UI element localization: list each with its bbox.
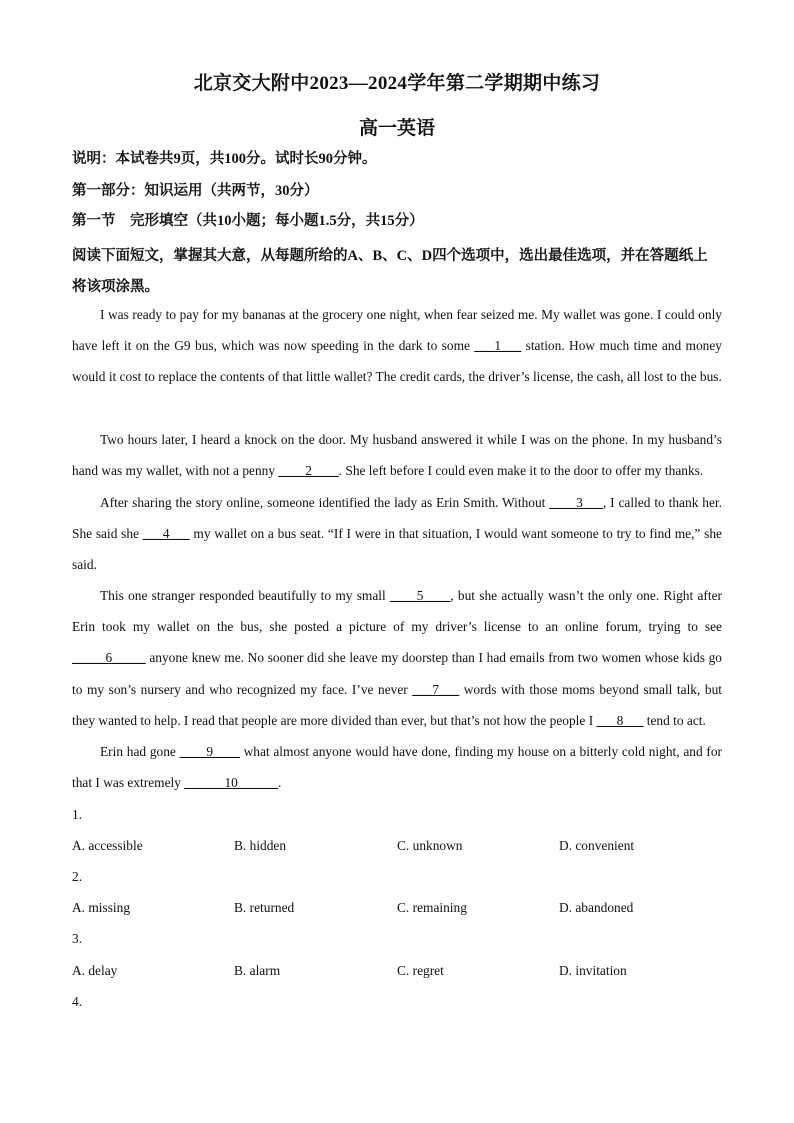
passage-text: my wallet on a bus seat. “If I were in that situation, I would want someone to try to find me,” she said. [72,526,722,573]
question-number: 3. [72,931,83,946]
passage-text: words with those moms beyond small talk, but they wanted to help. I read that people are more divided than ever, but that’s not how the people I [72,681,722,728]
blank-1: ___1___ [474,338,522,354]
passage-text: , I called to thank her. She said she [72,495,722,542]
passage-text: This one stranger responded beautifully to my small [100,588,391,603]
blank-9: ____9____ [179,744,240,759]
question-number: 4. [72,994,83,1009]
blank-6: _____6_____ [72,650,146,666]
passage-text: . She left before I could even make it to the door to offer my thanks. [338,463,704,479]
passage-text: what almost anyone would have done, finding my house on a bitterly cold night, and for that I was extremely [72,744,722,791]
option-d: D. abandoned [559,900,634,915]
option-b: B. hidden [234,838,287,853]
passage-text: Erin had gone [100,744,180,759]
option-a: A. accessible [72,838,143,853]
blank-3: ____3___ [549,495,603,510]
question-number: 1. [72,807,83,822]
question-number: 2. [72,869,83,884]
passage-paragraph-2 [72,424,722,486]
passage-paragraph-4 [72,580,722,736]
section-heading: 第一节 完形填空（共10小题；每小题1.5分，共15分） [72,213,424,229]
passage-text: I was ready to pay for my bananas at the grocery one night, when fear seized me. My wallet was gone. I could only have left it on the G9 bus, which was now speeding in the dark to some [72,307,722,354]
passage-paragraph-3 [72,487,722,581]
blank-4: ___4___ [142,526,190,542]
passage-text: After sharing the story online, someone identified the lady as Erin Smith. Without [100,495,550,510]
option-a: A. missing [72,900,131,915]
passage-text: tend to act. [643,712,706,728]
passage-text: anyone knew me. No sooner did she leave my doorstep than I had emails from two women whose kids go to my son’s nursery and who recognized my face. I’ve never [72,650,722,697]
option-b: B. alarm [234,963,281,978]
exam-subject: 高一英语 [358,118,435,139]
exam-note: 说明：本试卷共9页，共100分。试时长90分钟。 [72,151,377,167]
part-heading: 第一部分：知识运用（共两节，30分） [72,183,319,199]
passage-text: , but she actually wasn’t the only one. Right after Erin took my wallet on the bus, she posted a picture of my driver’s license to an online forum, trying to see [72,588,722,635]
exam-title: 北京交大附中2023—2024学年第二学期期中练习 [193,73,601,94]
option-d: D. convenient [559,838,635,853]
passage-text: Two hours later, I heard a knock on the door. My husband answered it while I was on the phone. In my husband’s hand was my wallet, with not a penny [72,432,722,479]
instruction-text: 阅读下面短文，掌握其大意，从每题所给的A、B、C、D四个选项中，选出最佳选项，并在答题纸上将该项涂黑。 [72,248,708,295]
blank-10: ______10______ [184,775,279,791]
blank-7: ___7___ [412,681,460,697]
passage-text: . [278,775,282,791]
blank-2: ____2____ [278,463,339,479]
option-c: C. unknown [397,838,463,853]
option-d: D. invitation [559,963,627,978]
option-c: C. remaining [397,900,467,915]
blank-5: ____5____ [390,588,451,603]
passage-paragraph-1 [72,299,722,393]
option-c: C. regret [397,963,444,978]
blank-8: ___8___ [596,712,644,728]
passage-text: station. How much time and money would it cost to replace the contents of that little wallet? The credit cards, the driver’s license, the cash, all lost to the bus. [72,338,722,385]
passage-paragraph-5 [72,736,722,798]
option-b: B. returned [234,900,295,915]
option-a: A. delay [72,963,118,978]
